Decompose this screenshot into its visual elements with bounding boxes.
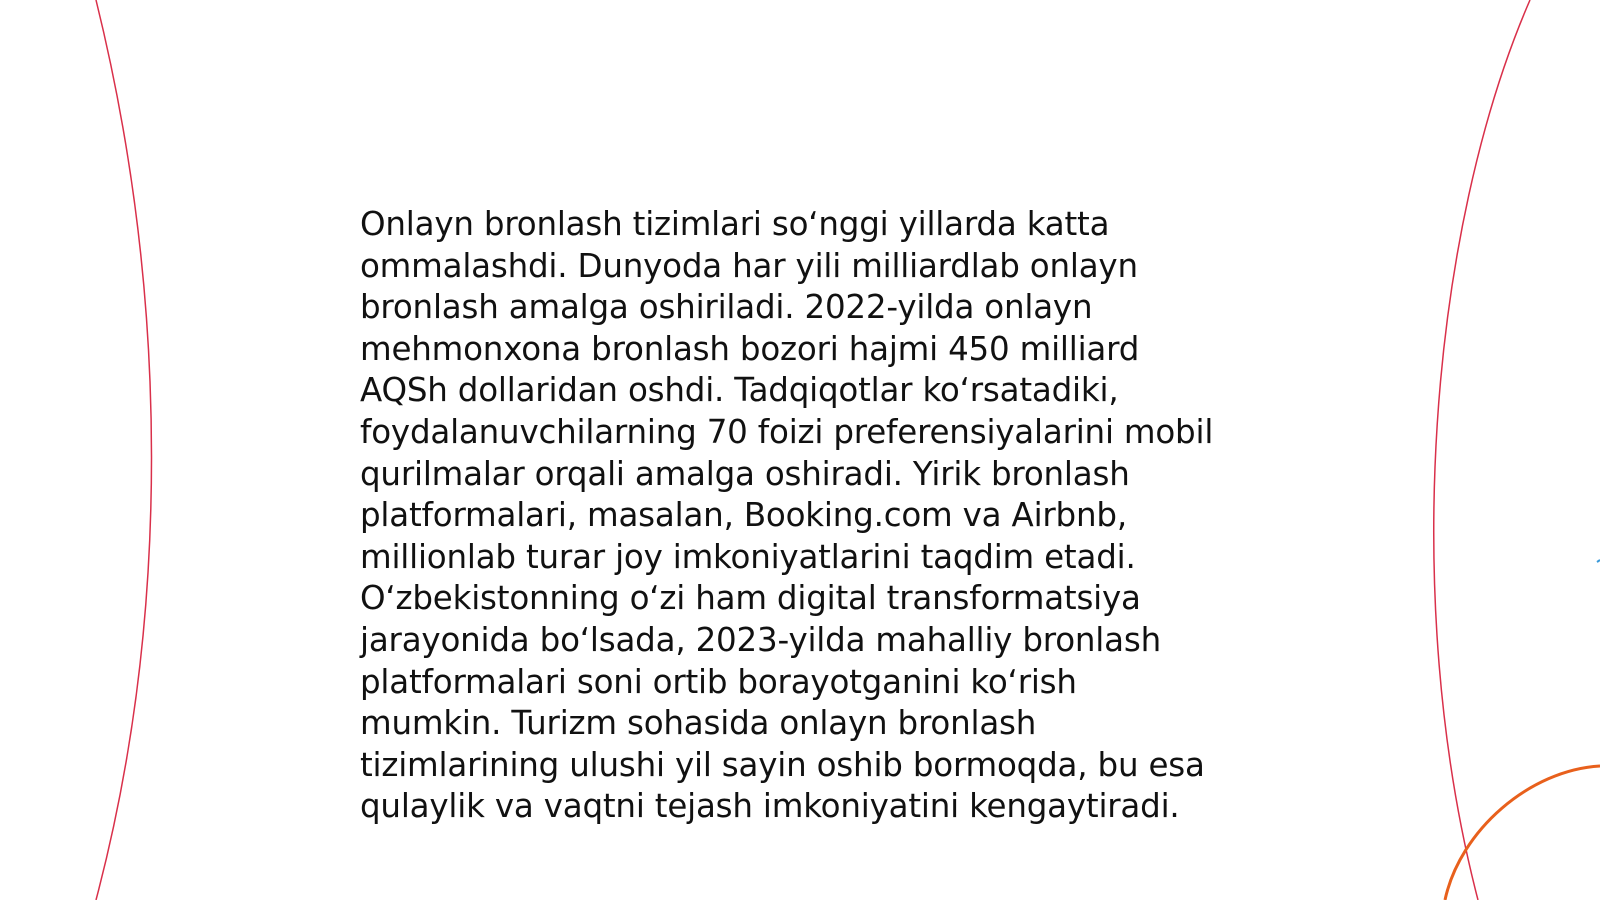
- body-paragraph: Onlayn bronlash tizimlari so‘nggi yillarda katta ommalashdi. Dunyoda har yili milliardlab onlayn bronlash amalga oshiriladi. 2022-yilda onlayn mehmonxona bronlash bozori hajmi 450 milliard AQSh dollaridan oshdi. Tadqiqotlar ko‘rsatadiki, foydalanuvchilarning 70 foizi preferensiyalarini mobil qurilmalar orqali amalga oshiradi. Yirik bronlash platformalari, masalan, Booking.com va Airbnb, millionlab turar joy imkoniyatlarini taqdim etadi. O‘zbekistonning o‘zi ham digital transformatsiya jarayonida bo‘lsada, 2023-yilda mahalliy bronlash platformalari soni ortib borayotganini ko‘rish mumkin. Turizm sohasida onlayn bronlash tizimlarining ulushi yil sayin oshib bormoqda, bu esa qulaylik va vaqtni tejash imkoniyatini kengaytiradi.: [360, 205, 1214, 826]
- right-curve-line: [1434, 0, 1530, 900]
- left-curve-line: [96, 0, 152, 900]
- orange-arc: [1445, 766, 1600, 900]
